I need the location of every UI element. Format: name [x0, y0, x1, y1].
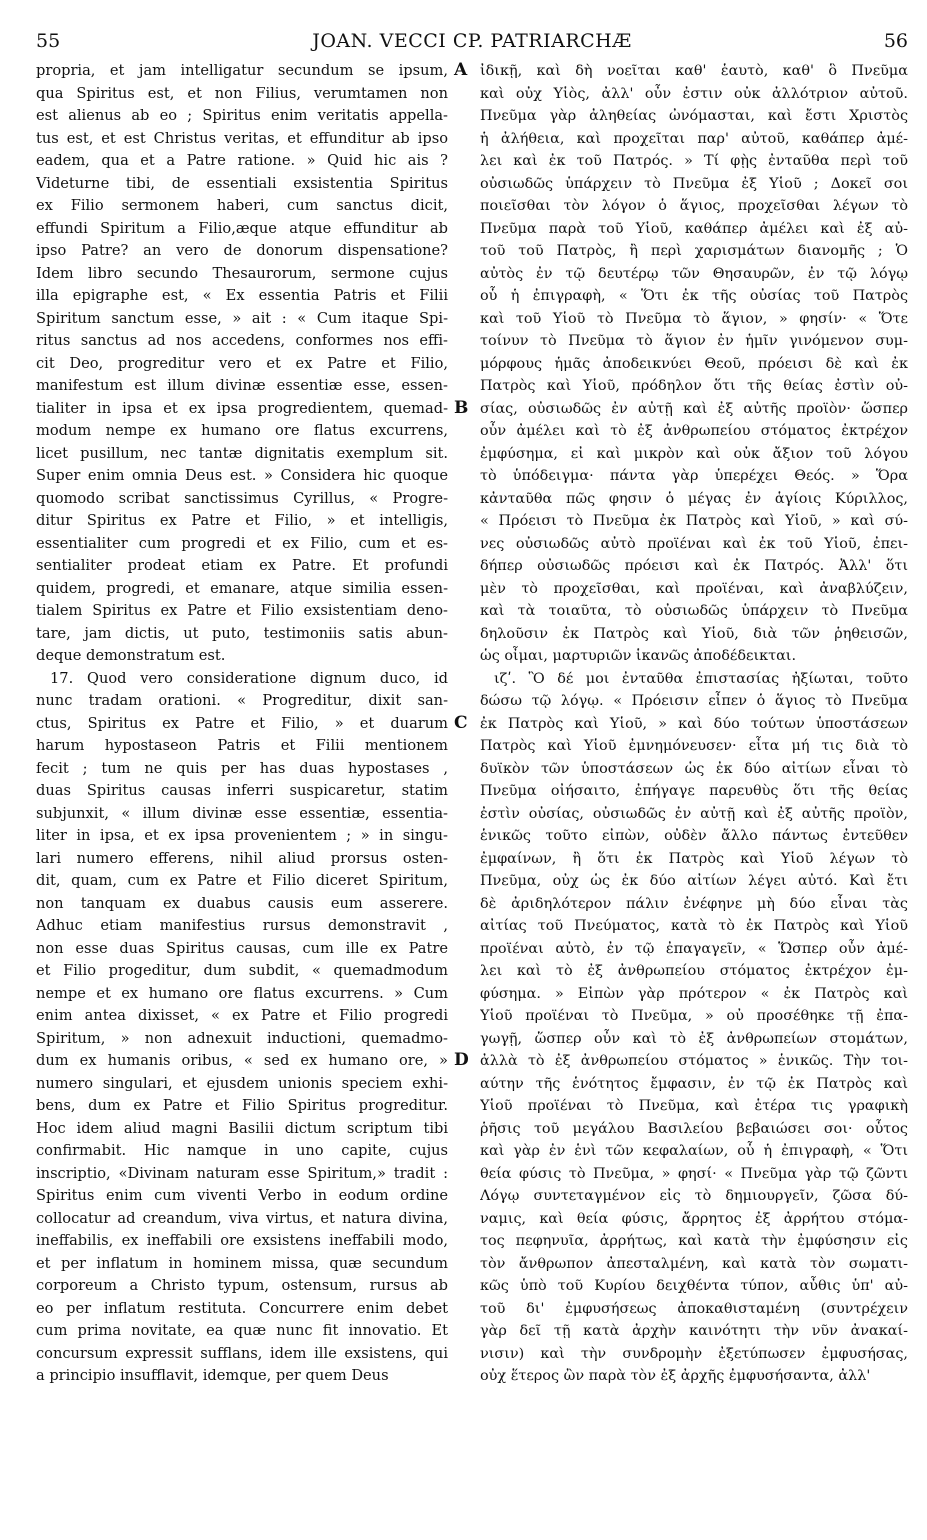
text-line: Hoc idem aliud magni Basilii dictum scriptum tibi [36, 1119, 448, 1137]
text-line: κἀνταῦθα πῶς φησιν ὁ μέγας ἐν ἁγίοις Κύριλλος, [480, 490, 908, 507]
text-line: confirmabit. Hic namque in uno capite, cujus [36, 1142, 448, 1159]
text-line: ἐκ Πατρὸς καὶ Υἱοῦ, » καὶ δύο τούτων ὑποστάσεων [480, 715, 908, 732]
text-line: Υἱοῦ προϊέναι τὸ Πνεῦμα, » οὐ προσέθηκε τῇ ἐπα- [480, 1008, 908, 1024]
text-line: Spiritum, » non adnexuit inductioni, quemadmo- [36, 1029, 448, 1047]
text-line: οὖν ἀμέλει καὶ τὸ ἐξ ἀνθρωπείου στόματος ἐκτρέχον [480, 423, 908, 439]
text-line: liter in ipsa, et ex ipsa provenientem ; » in singu- [36, 827, 448, 844]
text-line: αὐτὸς ἐν τῷ δευτέρῳ τῶν Θησαυρῶν, ἐν τῷ λόγῳ [480, 265, 908, 282]
text-line: καὶ οὐχ Υἱὸς, ἀλλ' οὖν ἐστιν οὐκ ἀλλότριον αὐτοῦ. [480, 85, 908, 102]
page-number-left: 55 [36, 30, 61, 52]
text-line: non tanquam ex duabus causis eum asserere. [36, 894, 448, 912]
text-line: tus est, et est Christus veritas, et effunditur ab ipso [36, 129, 448, 147]
text-line: numero singulari, et ejusdem unionis speciem exhi- [36, 1074, 448, 1092]
text-line: ἐμφύσημα, εἰ καὶ μικρὸν καὶ οὐκ ἄξιον τοῦ λόγου [480, 445, 908, 462]
text-line: qua Spiritus est, et non Filius, verumtamen non [36, 84, 448, 102]
text-line: οὗ ἡ ἐπιγραφὴ, « Ὅτι ἐκ τῆς οὐσίας τοῦ Πατρὸς [480, 288, 908, 304]
text-line: λει καὶ τὸ ἐξ ἀνθρωπείου στόματος ἐκτρέχον ἐμ- [480, 963, 908, 979]
text-line: θεία φύσις τὸ Πνεῦμα, » φησί· « Πνεῦμα γὰρ τῷ ζῶντι [480, 1165, 908, 1182]
text-line: δώσω τῷ λόγῳ. « Πρόεισιν εἶπεν ὁ ἅγιος τὸ Πνεῦμα [480, 693, 908, 709]
text-line: οὐσιωδῶς ὑπάρχειν τὸ Πνεῦμα ἐξ Υἱοῦ ; Δοκεῖ σοι [480, 175, 908, 192]
text-line: ποιεῖσθαι τὸν λόγον ὁ ἅγιος, προχεῖσθαι λέγων τὸ [480, 198, 908, 214]
text-line: τὸν ἄνθρωπον ἀπεσταλμένη, καὶ κατὰ τὸν σωματι- [480, 1255, 908, 1272]
text-line: nempe et ex humano ore flatus excurrens. » Cum [36, 984, 448, 1002]
text-line: προϊέναι αὐτὸ, ἐν τῷ ἐπαγαγεῖν, « Ὥσπερ οὖν ἀμέ- [480, 940, 908, 957]
text-line: « Πρόεισι τὸ Πνεῦμα ἐκ Πατρὸς καὶ Υἱοῦ, » καὶ σύ- [480, 513, 908, 529]
text-line: ὡς οἶμαι, μαρτυριῶν ἱκανῶς ἀποδέδεικται. [480, 648, 797, 664]
text-line: Πατρὸς καὶ Υἱοῦ, πρόδηλον ὅτι τῆς θείας ἐστὶν οὐ- [480, 378, 908, 394]
text-line: σίας, οὐσιωδῶς ἐν αὐτῇ καὶ ἐξ αὐτῆς προϊὸν· ὥσπερ [480, 400, 908, 417]
text-line: δήπερ οὐσιωδῶς πρόεισι καὶ ἐκ Πατρός. Ἀλλ' ὅτι [480, 558, 908, 574]
greek-column [480, 60, 908, 1388]
text-line: bens, dum ex Patre et Filio Spiritus progreditur. [36, 1097, 448, 1114]
text-line: γὰρ δεῖ τῇ κατὰ ἀρχὴν καινότητι τὴν νῦν ἀνακαί- [480, 1323, 908, 1339]
text-line: ῥῆσις τοῦ μεγάλου Βασιλείου βεβαιώσει σοι· οὗτος [480, 1120, 908, 1137]
section-marker: C [454, 712, 468, 733]
text-line: αύτην τῆς ἑνότητος ἔμφασιν, ἐν τῷ ἐκ Πατρὸς καὶ [480, 1075, 908, 1092]
text-line: licet pusillum, nec tantæ dignitatis exemplum sit. [36, 444, 448, 462]
text-line: καὶ γὰρ ἐν ἑνὶ τῶν κεφαλαίων, οὗ ἡ ἐπιγραφὴ, « Ὅτι [480, 1143, 908, 1159]
text-line: ipso Patre? an vero de donorum dispensatione? [36, 242, 448, 259]
text-line: φύσημα. » Εἰπὼν γὰρ πρότερον « ἐκ Πατρὸς καὶ [480, 985, 908, 1002]
text-line: et per inflatum in hominem missa, quæ secundum [36, 1254, 448, 1272]
text-line: τος πεφηνυῖα, ἀρρήτως, καὶ κατὰ τὴν ἐμφύσησιν εἰς [480, 1233, 908, 1249]
text-line: τοίνυν τὸ Πνεῦμα τὸ ἅγιον ἐν ἡμῖν γινόμενον συμ- [480, 333, 908, 349]
text-line: Λόγῳ συντεταγμένον εἰς τὸ δημιουργεῖν, ζῶσα δύ- [480, 1188, 908, 1204]
text-line: eo per inflatum restituta. Concurrere enim debet [36, 1299, 448, 1317]
page-number-right: 56 [883, 30, 908, 52]
text-line: κῶς ὑπὸ τοῦ Κυρίου δειχθέντα τύπον, αὖθις ὑπ' αὐ- [480, 1278, 908, 1294]
text-line: ναμις, καὶ θεία φύσις, ἄρρητος ἐξ ἀρρήτου στόμα- [480, 1210, 908, 1227]
text-line: cit Deo, progreditur vero et ex Patre et Filio, [36, 354, 448, 372]
text-line: quomodo scribat sanctissimus Cyrillus, « Progre- [36, 489, 448, 507]
text-line: ἑνικῶς τοῦτο εἰπὼν, οὐδὲν ἄλλο πάντως ἐντεῦθεν [480, 828, 908, 844]
text-line: Πνεῦμα παρὰ τοῦ Υἱοῦ, καθάπερ ἀμέλει καὶ ἐξ αὐ- [480, 220, 908, 237]
text-line: modum nempe ex humano ore flatus excurrens, [36, 422, 448, 439]
text-line: illa epigraphe est, « Ex essentia Patris et Filii [36, 287, 448, 304]
text-line: dit, quam, cum ex Patre et Filio diceret Spiritum, [36, 872, 448, 889]
running-title: JOAN. VECCI CP. PATRIARCHÆ [312, 30, 632, 52]
text-line: et Filio progeditur, dum subdit, « quemadmodum [36, 962, 448, 979]
text-line: deque demonstratum est. [36, 647, 226, 664]
text-line: effundi Spiritum a Filio,æque atque effunditur ab [36, 219, 448, 237]
text-line: tialiter in ipsa et ex ipsa progredientem, quemad- [36, 399, 448, 417]
text-line: Videturne tibi, de essentiali exsistentia Spiritus [36, 174, 448, 192]
text-line: τοῦ δι' ἐμφυσήσεως ἀποκαθισταμένη (συντρέχειν [480, 1300, 908, 1317]
text-line: fecit ; tum ne quis per has duas hypostases , [36, 759, 448, 777]
text-line: 17. Quod vero consideratione dignum duco, id [50, 669, 448, 687]
section-marker: D [454, 1050, 469, 1070]
text-line: subjunxit, « illum divinæ esse essentiæ, essentia- [36, 804, 448, 822]
text-line: non esse duas Spiritus causas, cum ille ex Patre [36, 939, 448, 957]
text-line: ιζʹ. Ὃ δέ μοι ἐνταῦθα ἐπιστασίας ἠξίωται, τοῦτο [494, 670, 908, 687]
text-line: ritus sanctus ad nos accedens, conformes nos effi- [36, 332, 448, 349]
section-markers [448, 60, 480, 1520]
text-line: Πνεῦμα, οὐχ ὡς ἐκ δύο αἰτίων λέγει αὐτό. Καὶ ἔτι [480, 873, 908, 889]
text-line: concursum expressit sufflans, idem ille exsistens, qui [36, 1344, 448, 1362]
text-line: οὐχ ἕτερος ὢν παρὰ τὸν ἐξ ἀρχῆς ἐμφυσήσαντα, ἀλλ' [480, 1368, 871, 1384]
text-line: Πνεῦμα γὰρ ἀληθείας ὠνόμασται, καὶ ἔστι Χριστὸς [480, 108, 908, 124]
text-line: harum hypostaseon Patris et Filii mentionem [36, 737, 448, 754]
text-line: lari numero efferens, nihil aliud prorsus osten- [36, 849, 448, 867]
text-line: νισιν) καὶ τὴν συνδρομὴν ἐξετύπωσεν ἐμφυσήσας, [480, 1345, 908, 1362]
text-line: tare, jam dictis, ut puto, testimoniis satis abun- [36, 624, 448, 642]
text-line: enim antea dixisset, « ex Patre et Filio progredi [36, 1007, 448, 1024]
text-line: Spiritus enim cum viventi Verbo in eodum ordine [36, 1187, 448, 1204]
text-line: eadem, qua et a Patre ratione. » Quid hic ais ? [36, 152, 448, 169]
text-line: τὸ ὑπόδειγμα· πάντα γὰρ ὑπερέχει Θεός. » Ὅρα [480, 468, 908, 484]
text-line: ἐμφαίνων, ἢ ὅτι ἐκ Πατρὸς καὶ Υἱοῦ λέγων τὸ [480, 850, 908, 867]
text-line: a principio insufflavit, idemque, per quem Deus [36, 1367, 389, 1384]
text-line: νες οὐσιωδῶς αὐτὸ προϊέναι καὶ ἐκ τοῦ Υἱοῦ, ἐπει- [480, 535, 908, 552]
text-line: Πνεῦμα οἰήσαιτο, ἐπήγαγε παρευθὺς ὅτι τῆς θείας [480, 783, 908, 799]
text-line: ἀλλὰ τὸ ἐξ ἀνθρωπείου στόματος » ἑνικῶς. Τὴν τοι- [480, 1053, 908, 1069]
text-line: dum ex humanis oribus, « sed ex humano ore, » [36, 1052, 448, 1069]
text-line: Πατρὸς καὶ Υἱοῦ ἐμνημόνευσεν· εἶτα μή τις διὰ τὸ [480, 738, 908, 754]
text-line: ἡ ἀλήθεια, καὶ προχεῖται παρ' αὐτοῦ, καθάπερ ἀμέ- [480, 130, 908, 147]
text-line: ineffabilis, ex ineffabili ore exsistens ineffabili modo, [36, 1232, 448, 1249]
text-line: corporeum a Christo typum, ostensum, rursus ab [36, 1277, 448, 1294]
text-line: λει καὶ ἐκ τοῦ Πατρός. » Τί φῂς ἐνταῦθα περὶ τοῦ [480, 153, 908, 169]
text-line: καὶ τοῦ Υἱοῦ τὸ Πνεῦμα τὸ ἅγιον, » φησίν· « Ὅτε [480, 310, 908, 327]
text-line: Υἱοῦ προϊέναι τὸ Πνεῦμα, καὶ ἑτέρα τις γραφικὴ [480, 1098, 908, 1114]
text-line: ditur Spiritus ex Patre et Filio, » et intelligis, [36, 512, 448, 529]
text-line: Spiritum sanctum esse, » ait : « Cum itaque Spi- [36, 309, 448, 327]
text-line: Super enim omnia Deus est. » Considera hic quoque [36, 467, 448, 484]
text-line: collocatur ad creandum, viva virtus, et natura divina, [36, 1209, 448, 1227]
text-line: ctus, Spiritus ex Patre et Filio, » et duarum [36, 714, 448, 732]
text-line: γωγῇ, ὥσπερ οὖν καὶ τὸ ἐξ ἀνθρωπείων στομάτων, [480, 1030, 908, 1047]
text-line: tialem Spiritus ex Patre et Filio exsistentiam deno- [36, 602, 448, 619]
text-line: duas Spiritus causas inferri suspicaretur, statim [36, 782, 448, 799]
text-line: essentialiter cum progredi et ex Filio, cum et es- [36, 534, 448, 552]
text-line: Idem libro secundo Thesaurorum, sermone cujus [36, 264, 448, 282]
section-marker: B [454, 397, 469, 418]
text-line: αἰτίας τοῦ Πνεύματος, κατὰ τὸ ἐκ Πατρὸς καὶ Υἱοῦ [480, 918, 908, 934]
text-line: δηλοῦσιν ἐκ Πατρὸς καὶ Υἱοῦ, διὰ τῶν ῥηθεισῶν, [480, 625, 908, 642]
text-line: quidem, progredi, et emanare, atque similia essen- [36, 579, 448, 597]
text-line: Adhuc etiam manifestius rursus demonstravit , [36, 917, 448, 934]
text-line: δὲ ἀριδηλότερον πάλιν ἐνέφηνε μὴ δύο εἶναι τὰς [480, 895, 908, 912]
text-line: sentialiter prodeat etiam ex Patre. Et profundi [36, 557, 448, 574]
text-line: est alienus ab eo ; Spiritus enim veritatis appella- [36, 107, 448, 124]
text-line: nunc tradam orationi. « Progreditur, dixit san- [36, 692, 448, 709]
text-line: ἐστὶν οὐσίας, οὐσιωδῶς ἐν αὐτῇ καὶ ἐξ αὐτῆς προϊὸν, [480, 805, 908, 822]
text-line: ex Filio sermonem haberi, cum sanctus dicit, [36, 197, 448, 214]
text-line: καὶ τὰ τοιαῦτα, τὸ οὐσιωδῶς ὑπάρχειν τὸ Πνεῦμα [480, 603, 908, 619]
text-line: δυϊκὸν τῶν ὑποστάσεων ὡς ἐκ δύο αἰτίων εἶναι τὸ [480, 760, 908, 777]
latin-column [36, 60, 448, 1388]
text-line: μὲν τὸ προχεῖσθαι, καὶ προϊέναι, καὶ ἀναβλύζειν, [480, 580, 908, 597]
section-marker: A [454, 60, 468, 80]
running-header [36, 30, 908, 60]
text-line: ἰδικῇ, καὶ δὴ νοεῖται καθ' ἑαυτὸ, καθ' ὃ Πνεῦμα [480, 63, 908, 79]
text-line: τοῦ τοῦ Πατρὸς, ἢ περὶ χαρισμάτων διανομῆς ; Ὁ [480, 243, 908, 259]
text-line: propria, et jam intelligatur secundum se ipsum, [36, 62, 448, 79]
text-line: μόρφους ἡμᾶς ἀποδεικνύει Θεοῦ, πρόεισι δὲ καὶ ἐκ [480, 355, 908, 372]
text-line: inscriptio, «Divinam naturam esse Spiritum,» tradit : [36, 1164, 448, 1182]
text-line: manifestum est illum divinæ essentiæ esse, essen- [36, 377, 448, 394]
text-line: cum prima novitate, ea quæ nunc fit innovatio. Et [36, 1322, 448, 1339]
